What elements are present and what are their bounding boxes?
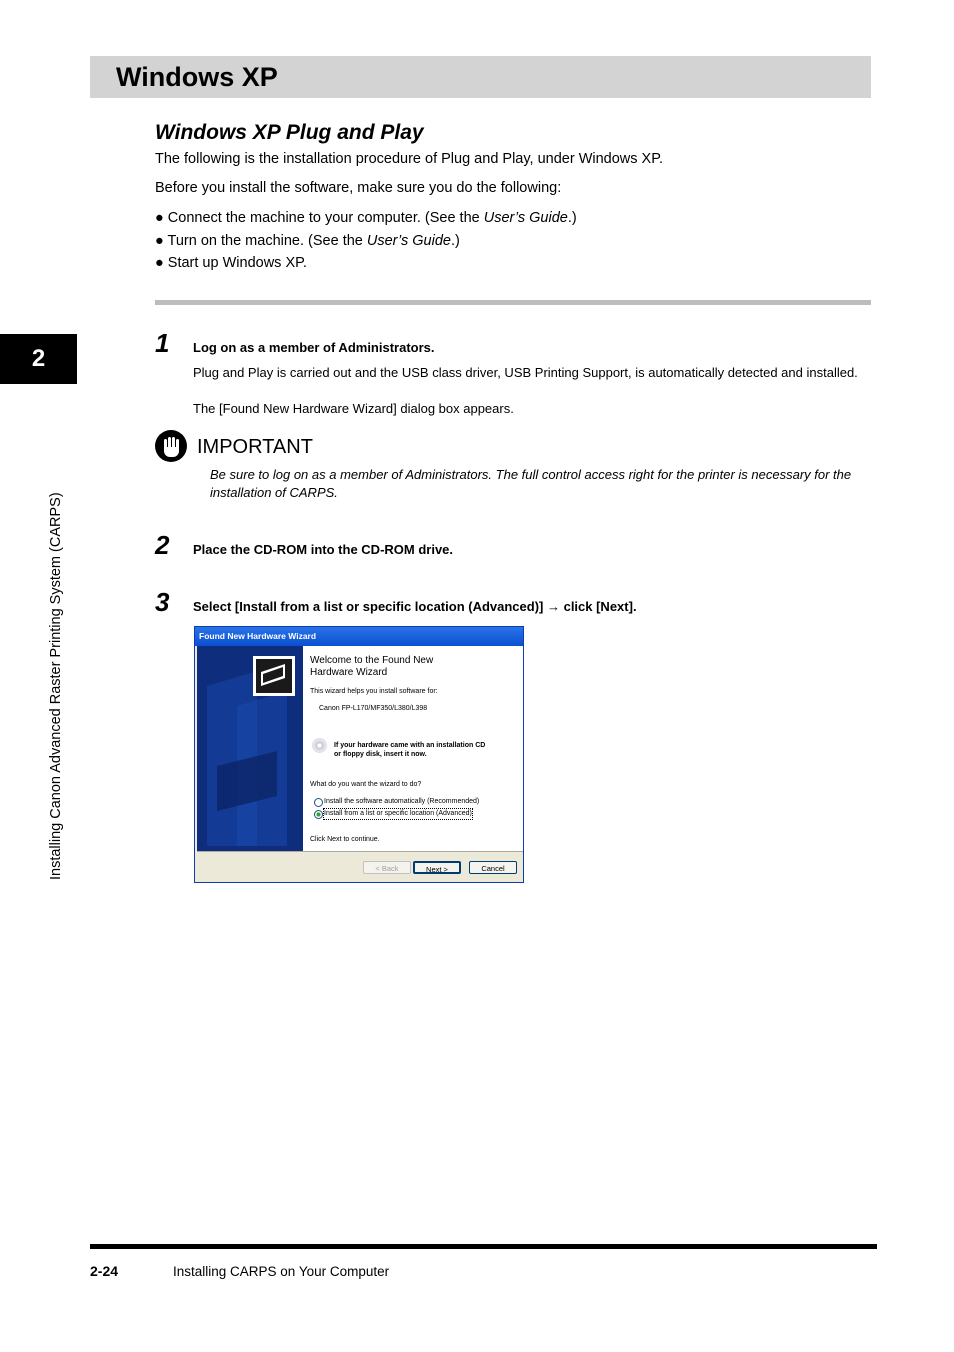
page-number: 2-24 <box>90 1263 119 1279</box>
footer-title: Installing CARPS on Your Computer <box>173 1264 390 1279</box>
important-text: Be sure to log on as a member of Administrators. The full control access right for the printer is necessary for the installation of CARPS. <box>210 467 852 500</box>
section-title: Windows XP <box>116 62 278 92</box>
bullet-emphasis: User’s Guide <box>483 210 568 226</box>
wizard-helps-text: This wizard helps you install software for: <box>310 688 438 695</box>
cd-prompt-1: If your hardware came with an installation CD <box>334 742 486 749</box>
step-heading: Select [Install from a list or specific location (Advanced)] → click [Next]. <box>193 599 637 614</box>
bullet-text: ● Connect the machine to your computer. (See the <box>155 210 484 226</box>
bullet-text-end: .) <box>567 210 577 226</box>
section-divider <box>155 300 871 305</box>
bullet-item <box>155 254 307 272</box>
welcome-heading-2: Hardware Wizard <box>310 667 388 678</box>
bullet-text: ● Turn on the machine. (See the <box>155 233 367 249</box>
important-label: IMPORTANT <box>197 436 313 458</box>
hand-stop-icon <box>155 430 187 462</box>
device-name: Canon FP-L170/MF350/L380/L398 <box>319 705 428 712</box>
bullet-item <box>155 232 460 250</box>
bullet-text: ● Start up Windows XP. <box>155 255 307 271</box>
dialog-button-bar <box>197 851 523 882</box>
welcome-heading-1: Welcome to the Found New <box>310 655 434 666</box>
chapter-tab: 2 <box>0 334 77 384</box>
bullet-text-end: .) <box>450 233 460 249</box>
click-next-text: Click Next to continue. <box>310 836 380 843</box>
option-advanced-radio[interactable] <box>314 810 323 819</box>
cancel-button[interactable]: Cancel <box>469 861 517 874</box>
bullet-emphasis: User’s Guide <box>366 233 451 249</box>
step-heading: Place the CD-ROM into the CD-ROM drive. <box>193 542 454 557</box>
wizard-question: What do you want the wizard to do? <box>310 781 422 788</box>
step-body: Plug and Play is carried out and the USB class driver, USB Printing Support, is automatically detected and installed. <box>193 365 858 380</box>
option-auto-radio[interactable] <box>314 798 323 807</box>
next-button[interactable]: Next > <box>413 861 461 874</box>
dialog-title-bar: Found New Hardware Wizard <box>195 627 523 646</box>
cd-prompt-2: or floppy disk, insert it now. <box>334 751 427 758</box>
step-body: The [Found New Hardware Wizard] dialog box appears. <box>193 401 514 416</box>
subsection-title: Windows XP Plug and Play <box>155 121 424 144</box>
back-button[interactable]: < Back <box>363 861 411 874</box>
intro-line-2: Before you install the software, make sure you do the following: <box>155 180 562 196</box>
step-number: 2 <box>155 530 170 560</box>
option-advanced-label: Install from a list or specific location (Advanced) <box>324 810 472 817</box>
step-number: 1 <box>155 328 170 358</box>
step-heading: Log on as a member of Administrators. <box>193 340 435 355</box>
intro-line-1: The following is the installation procedure of Plug and Play, under Windows XP. <box>155 151 664 167</box>
chapter-side-title: Installing Canon Advanced Raster Printing System (CARPS) <box>48 492 64 880</box>
bullet-item <box>155 209 577 227</box>
step-number: 3 <box>155 587 170 617</box>
wizard-content-pane <box>303 646 523 851</box>
footer-rule <box>90 1244 877 1249</box>
option-auto-label: Install the software automatically (Recommended) <box>324 798 480 805</box>
wizard-dialog-screenshot <box>194 626 524 883</box>
wizard-side-banner <box>197 646 303 851</box>
cd-icon <box>312 738 327 753</box>
